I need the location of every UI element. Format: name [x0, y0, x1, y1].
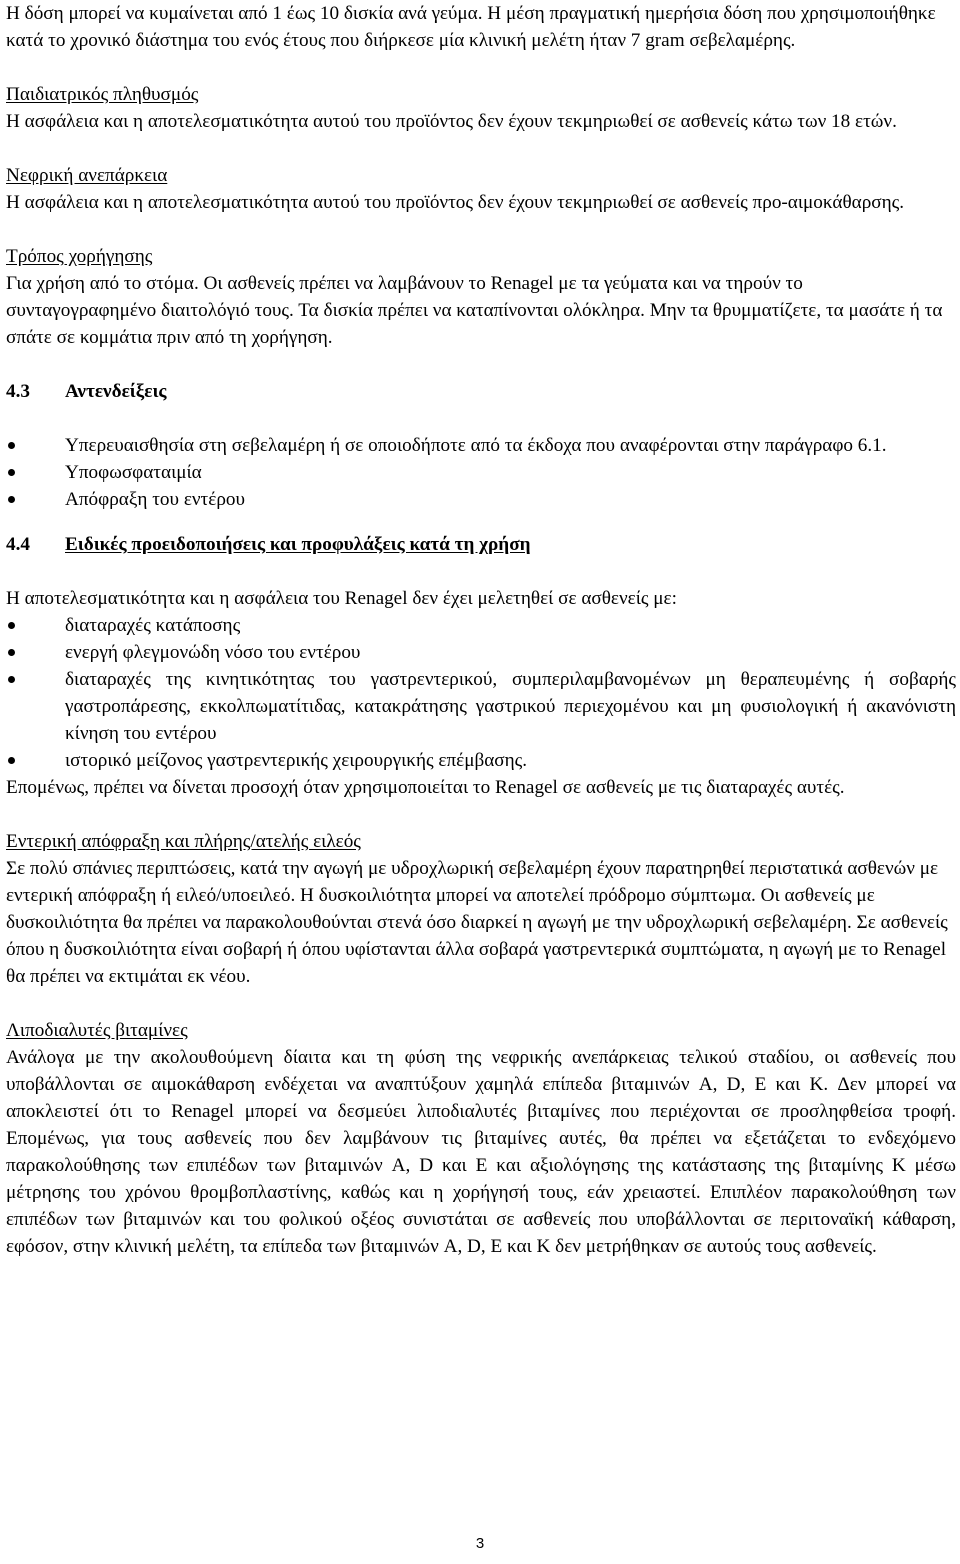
section-number: 4.3 [6, 381, 30, 402]
bullet-icon [8, 649, 15, 656]
bullet-icon [8, 442, 15, 449]
warnings-intro: Η αποτελεσματικότητα και η ασφάλεια του Renagel δεν έχει μελετηθεί σε ασθενείς με: [6, 588, 677, 609]
obstruction-heading: Εντερική απόφραξη και πλήρης/ατελής ειλεός [6, 831, 361, 852]
vitamins-heading: Λιποδιαλυτές βιταμίνες [6, 1020, 188, 1041]
obstruction-paragraph: Σε πολύ σπάνιες περιπτώσεις, κατά την αγωγή με υδροχλωρική σεβελαμέρη έχουν παρατηρηθεί περιστατικά ασθενών με εντερική απόφραξη ή ειλεό/υποειλεό. Η δυσκοιλιότητα μπορεί να αποτελεί πρόδρομο σύμπτωμα. Οι ασθενείς με δυσκοιλιότητα θα πρέπει να παρακολουθούνται στενά όσο διαρκεί η αγωγή με την υδροχλωρική σεβελαμέρη. Σε ασθενείς όπου η δυσκοιλιότητα είναι σοβαρή ή όπου υφίστανται άλλα σοβαρά γαστρεντερικά συμπτώματα, η αγωγή με το Renagel θα πρέπει να εκτιμάται εκ νέου. [6, 858, 948, 987]
list-item: διαταραχές της κινητικότητας του γαστρεντερικού, συμπεριλαμβανομένων μη θεραπευμένης ή σοβαρής γαστροπάρεσης, εκκολπωματίτιδας, κατακράτησης γαστρικού περιεχομένου και μη φυσιολογική ή ακανόνιστη κίνηση του εντέρου [6, 666, 956, 747]
bullet-icon [8, 757, 15, 764]
list-item: ενεργή φλεγμονώδη νόσο του εντέρου [6, 639, 956, 666]
renal-heading: Νεφρική ανεπάρκεια [6, 165, 168, 186]
bullet-icon [8, 496, 15, 503]
administration-heading: Τρόπος χορήγησης [6, 246, 153, 267]
bullet-icon [8, 622, 15, 629]
section-4-4-heading [6, 531, 956, 558]
list-item: Υπερευαισθησία στη σεβελαμέρη ή σε οποιοδήποτε από τα έκδοχα που αναφέρονται στην παράγραφο 6.1. [6, 432, 956, 459]
bullet-icon [8, 469, 15, 476]
vitamins-paragraph: Ανάλογα με την ακολουθούμενη δίαιτα και τη φύση της νεφρικής ανεπάρκειας τελικού σταδίου, οι ασθενείς που υποβάλλονται σε αιμοκάθαρση ενδέχεται να αναπτύξουν χαμηλά επίπεδα βιταμινών A, D, E και K. Δεν μπορεί να αποκλειστεί ότι το Renagel μπορεί να δεσμεύει λιποδιαλυτές βιταμίνες που περιέχονται σε προσληφθείσα τροφή. Επομένως, για τους ασθενείς που δεν λαμβάνουν τις βιταμίνες αυτές, θα πρέπει να εξετάζεται το ενδεχόμενο παρακολούθησης των επιπέδων των βιταμινών A, D και E και αξιολόγησης της κατάστασης της βιταμίνης Κ μέσω μέτρησης του χρόνου θρομβοπλαστίνης, καθώς και η χορήγησή τους, εάν χρειαστεί. Επιπλέον παρακολούθηση των επιπέδων των βιταμινών και του φολικού οξέος συνιστάται σε ασθενείς που υποβάλλονται σε περιτοναϊκή κάθαρση, εφόσον, στην κλινική μελέτη, τα επίπεδα των βιταμινών A, D, E και K δεν μετρήθηκαν σε αυτούς τους ασθενείς. [6, 1047, 956, 1257]
list-item: διαταραχές κατάποσης [6, 612, 956, 639]
document-page [6, 0, 956, 1260]
list-item: Απόφραξη του εντέρου [6, 486, 956, 513]
pediatric-paragraph: Η ασφάλεια και η αποτελεσματικότητα αυτού του προϊόντος δεν έχουν τεκμηριωθεί σε ασθενείς κάτω των 18 ετών. [6, 111, 897, 132]
bullet-icon [8, 676, 15, 683]
section-title: Ειδικές προειδοποιήσεις και προφυλάξεις κατά τη χρήση [65, 534, 531, 555]
contraindications-list [6, 432, 956, 513]
warnings-list [6, 612, 956, 774]
administration-paragraph: Για χρήση από το στόμα. Οι ασθενείς πρέπει να λαμβάνουν το Renagel με τα γεύματα και να τηρούν το συνταγογραφημένο διαιτολόγιό τους. Τα δισκία πρέπει να καταπίνονται ολόκληρα. Μην τα θρυμματίζετε, τα μασάτε ή τα σπάτε σε κομμάτια πριν από τη χορήγηση. [6, 273, 943, 348]
warnings-conclusion: Επομένως, πρέπει να δίνεται προσοχή όταν χρησιμοποιείται το Renagel σε ασθενείς με τις διαταραχές αυτές. [6, 777, 845, 798]
section-title: Αντενδείξεις [65, 381, 167, 402]
section-4-3-heading [6, 378, 956, 405]
list-item: ιστορικό μείζονος γαστρεντερικής χειρουργικής επέμβασης. [6, 747, 956, 774]
intro-paragraph: Η δόση μπορεί να κυμαίνεται από 1 έως 10 δισκία ανά γεύμα. Η μέση πραγματική ημερήσια δόση που χρησιμοποιήθηκε κατά το χρονικό διάστημα του ενός έτους που διήρκεσε μία κλινική μελέτη ήταν 7 gram σεβελαμέρης. [6, 3, 936, 51]
page-number: 3 [475, 1535, 485, 1552]
section-number: 4.4 [6, 534, 30, 555]
renal-paragraph: Η ασφάλεια και η αποτελεσματικότητα αυτού του προϊόντος δεν έχουν τεκμηριωθεί σε ασθενείς προ-αιμοκάθαρσης. [6, 192, 905, 213]
list-item: Υποφωσφαταιμία [6, 459, 956, 486]
pediatric-heading: Παιδιατρικός πληθυσμός [6, 84, 199, 105]
